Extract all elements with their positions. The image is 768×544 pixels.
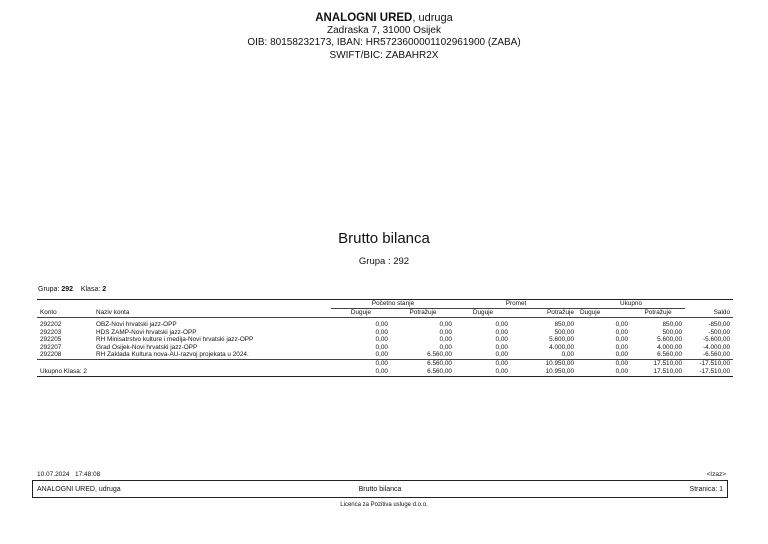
class-total-opening-credit: 6.560,00 [391,368,455,377]
organization-suffix: , udruga [412,12,453,24]
balance: -850,00 [708,321,731,328]
subtotal-turnover-debit: 0,00 [455,359,511,368]
account-code: 292208 [40,351,62,359]
total-credit: 850,00 [662,321,683,328]
col-header-balance: Saldo [685,309,733,318]
class-total-balance: -17.510,00 [685,368,733,377]
opening-debit: 0,00 [375,328,388,336]
col-header-opening-credit: Potražuje [391,309,455,318]
column-header-row [37,309,733,318]
opening-credit: 0,00 [439,328,452,336]
balance: -4.000,00 [703,343,731,351]
account-name: RH Zaklada Kultura nova-AU-razvoj projekata u 2024. [96,351,249,359]
report-filters [38,286,106,293]
report-title: Brutto bilanca [338,230,430,247]
turnover-credit: 500,00 [554,328,575,336]
total-debit: 0,00 [615,343,629,351]
opening-debit: 0,00 [375,343,388,351]
turnover-debit: 0,00 [495,328,508,336]
organization-swift: SWIFT/BIC: ZABAHR2X [329,50,439,61]
class-label: Klasa: [80,286,101,293]
balance-table [37,299,733,377]
opening-credit: 6.560,00 [427,351,452,359]
subtotal-turnover-credit: 10.950,00 [511,359,577,368]
footer-report-title: Brutto bilanca [358,486,402,493]
organization-ids: OIB: 80158232173, IBAN: HR5723600001102961900 (ZABA) [247,37,521,48]
group-header-opening: Početno stanje [331,300,455,309]
class-total-total-credit: 17.510,00 [631,368,685,377]
class-total-label: Ukupno Klasa: 2 [37,368,331,377]
turnover-debit: 0,00 [495,343,508,351]
account-name: OBŽ-Novi hrvatski jazz-OPP [96,321,177,328]
subtotal-row [37,359,733,368]
col-header-total-credit: Potražuje [631,309,685,318]
account-name: RH Minisatrstvo kulture i medija-Novi hrvatski jazz-OPP [96,336,254,344]
opening-debit: 0,00 [375,351,388,359]
col-header-account-name: Naziv konta [93,309,331,318]
total-debit: 0,00 [615,336,629,344]
total-credit: 4.000,00 [657,343,683,351]
col-header-total-debit: Duguje [577,309,631,318]
subtotal-total-debit: 0,00 [577,359,631,368]
opening-credit: 0,00 [439,343,452,351]
turnover-credit: 5.600,00 [549,336,575,344]
table-row [37,351,733,359]
col-header-account: Konto [37,309,93,318]
col-header-turnover-debit: Duguje [455,309,511,318]
print-datetime: 10.07.2024 17:48:08 [37,471,101,478]
organization-address: Zadraska 7, 31000 Osijek [327,25,441,36]
account-name: HDS ZAMP-Novi hrvatski jazz-OPP [96,328,197,336]
subtotal-opening-credit: 6.560,00 [391,359,455,368]
footer-organization: ANALOGNI URED, udruga [37,486,121,493]
page-reference: <Izaz> [706,471,726,478]
class-total-row [37,368,733,377]
opening-debit: 0,00 [375,336,388,344]
page-footer [32,480,728,498]
account-code: 292205 [40,336,62,344]
balance: -500,00 [708,328,731,336]
opening-credit: 0,00 [439,321,452,328]
turnover-debit: 0,00 [495,336,508,344]
group-value: 292 [61,286,74,293]
organization-name: ANALOGNI URED [315,12,413,24]
class-total-opening-debit: 0,00 [331,368,391,377]
table-row [37,336,733,344]
class-total-total-debit: 0,00 [577,368,631,377]
table-row [37,321,733,329]
total-debit: 0,00 [615,351,629,359]
table-row [37,344,733,352]
account-code: 292207 [40,343,62,351]
total-debit: 0,00 [615,328,629,336]
subtotal-opening-debit: 0,00 [331,359,391,368]
total-credit: 5.600,00 [657,336,683,344]
total-credit: 6.560,00 [657,351,683,359]
class-total-turnover-debit: 0,00 [455,368,511,377]
account-code: 292202 [40,321,62,328]
opening-debit: 0,00 [375,321,388,328]
turnover-credit: 4.000,00 [549,343,575,351]
turnover-debit: 0,00 [495,321,508,328]
group-header-total: Ukupno [577,300,685,309]
subtotal-balance: -17.510,00 [685,359,733,368]
class-value: 2 [102,286,107,293]
class-total-turnover-credit: 10.950,00 [511,368,577,377]
group-header-row [37,300,733,309]
license-note: Licenca za Pozitiva usluge d.o.o. [340,502,428,508]
organization-name-line [0,12,768,24]
turnover-credit: 850,00 [554,321,575,328]
opening-credit: 0,00 [439,336,452,344]
col-header-turnover-credit: Potražuje [511,309,577,318]
footer-page-number: Stranica: 1 [689,486,723,493]
turnover-credit: 0,00 [561,351,575,359]
table-row [37,329,733,337]
total-debit: 0,00 [615,321,629,328]
account-code: 292203 [40,328,62,336]
total-credit: 500,00 [662,328,683,336]
group-header-turnover: Promet [455,300,577,309]
account-name: Grad Osijek-Novi hrvatski jazz-OPP [96,343,198,351]
col-header-opening-debit: Duguje [331,309,391,318]
balance: -5.600,00 [703,336,731,344]
subtotal-total-credit: 17.510,00 [631,359,685,368]
report-subtitle: Grupa : 292 [358,256,410,267]
turnover-debit: 0,00 [495,351,508,359]
balance: -6.560,00 [703,351,731,359]
group-label: Grupa: [38,286,60,293]
